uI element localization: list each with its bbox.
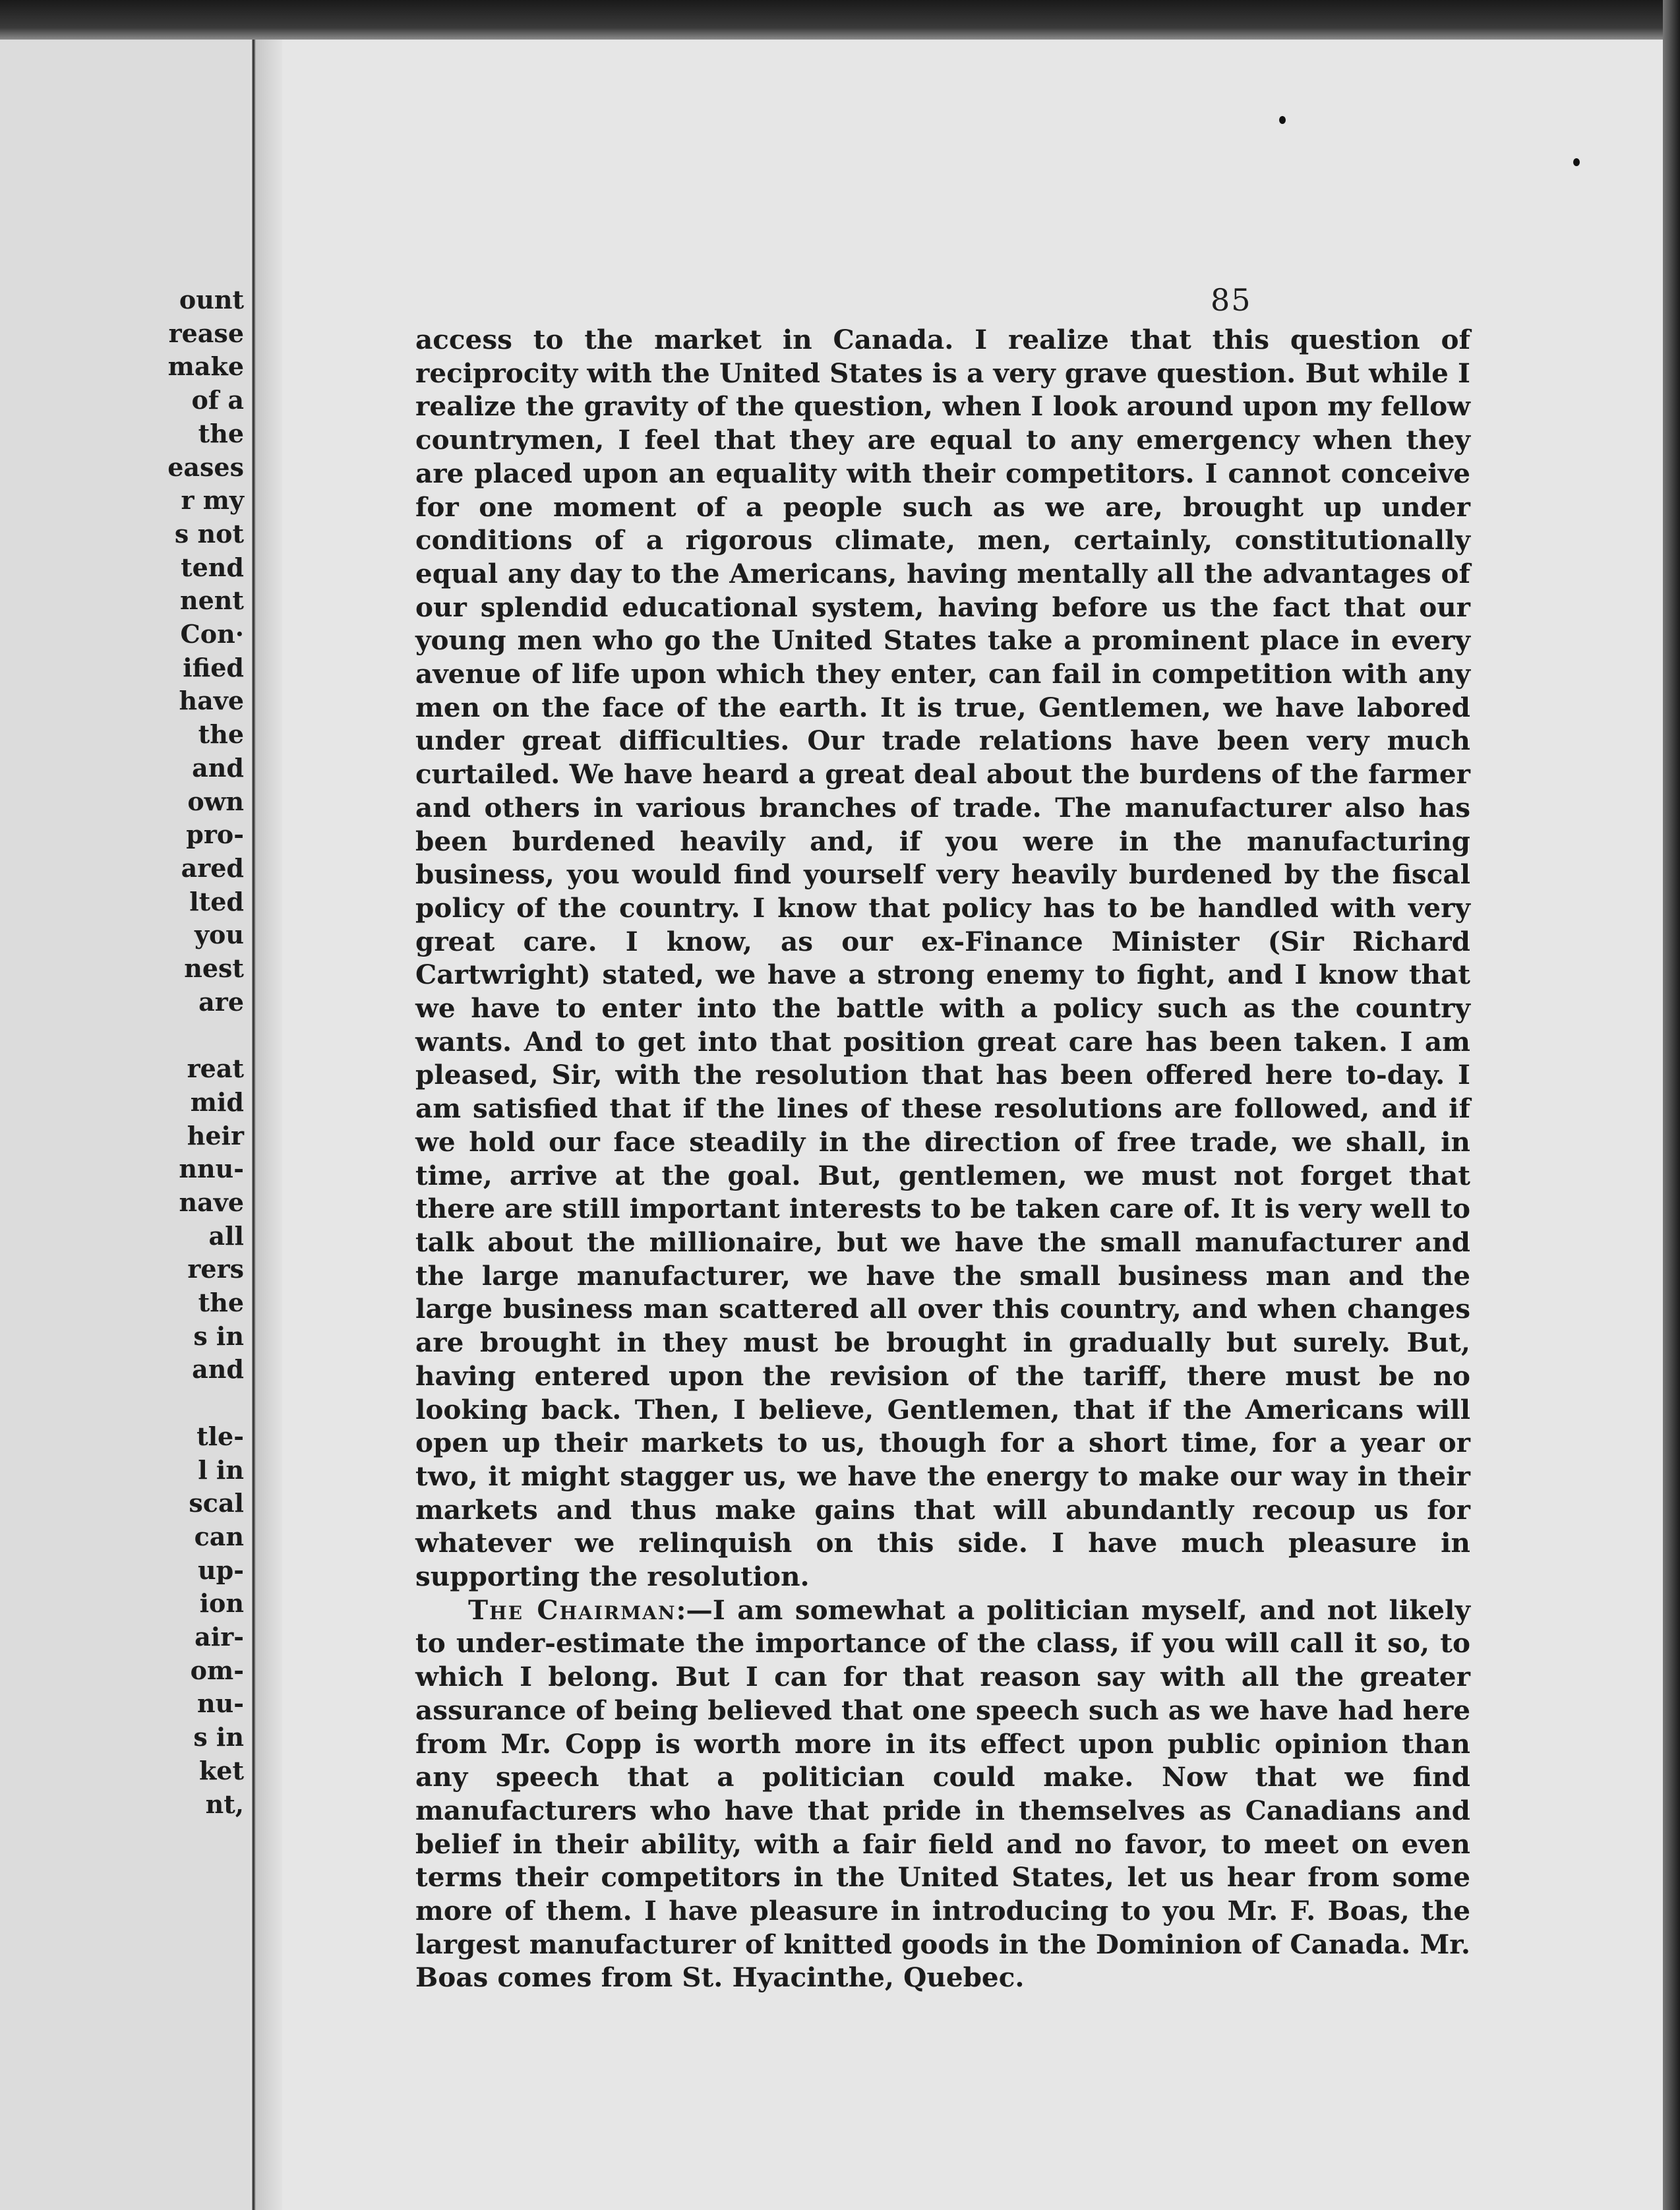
- scan-border-top: [0, 0, 1680, 40]
- facing-line-fragment: scal: [189, 1488, 244, 1518]
- facing-line-fragment: nu-: [196, 1688, 244, 1719]
- facing-line-fragment: ared: [181, 852, 244, 883]
- facing-line-fragment: make: [167, 351, 244, 382]
- facing-line-fragment: nent: [180, 585, 244, 616]
- facing-line-fragment: eases: [167, 452, 244, 482]
- facing-line-fragment: and: [192, 1354, 244, 1385]
- facing-line-fragment: ion: [199, 1588, 244, 1619]
- facing-line-fragment: pro-: [186, 820, 244, 850]
- facing-line-fragment: the: [198, 418, 244, 448]
- facing-line-fragment: and: [192, 752, 244, 783]
- facing-line-fragment: reat: [187, 1054, 244, 1084]
- facing-line-fragment: the: [198, 719, 244, 750]
- facing-line-fragment: ount: [179, 285, 244, 314]
- facing-line-fragment: rers: [187, 1254, 244, 1284]
- facing-line-fragment: om-: [190, 1655, 244, 1685]
- paragraph: [415, 1594, 1470, 1994]
- facing-line-fragment: up-: [198, 1555, 244, 1585]
- facing-line-fragment: rease: [168, 318, 244, 348]
- facing-line-fragment: tend: [181, 552, 244, 582]
- facing-line-fragment: are: [198, 986, 244, 1017]
- facing-line-fragment: Con·: [180, 619, 244, 649]
- facing-line-fragment: s in: [193, 1321, 244, 1351]
- body-text: [415, 323, 1470, 1994]
- facing-line-fragment: the: [198, 1288, 244, 1317]
- scan-speck: [1573, 158, 1580, 166]
- facing-line-fragment: l in: [198, 1454, 244, 1485]
- facing-line-fragment: lted: [189, 886, 244, 916]
- facing-line-fragment: nnu-: [179, 1154, 244, 1184]
- scan-speck: [1279, 116, 1286, 124]
- facing-line-fragment: mid: [190, 1087, 244, 1117]
- paragraph: access to the market in Canada. I realize that this question of reciprocity with the United States is a very grave question. But while I realize the gravity of the question, when I look around upon my fellow countrymen, I feel that they are equal to any emergency when they are placed upon an equality with their competitors. I cannot conceive for one moment of a people such as we are, brought up under conditions of a rigorous climate, men, certainly, constitutionally equal any day to the Americans, having mentally all the advantages of our splendid educational system, having before us the fact that our young men who go the United States take a prominent place in every avenue of life upon which they enter, can fail in competition with any men on the face of the earth. It is true, Gentlemen, we have labored under great difficulties. Our trade relations have been very much curtailed. We have heard a great deal about the burdens of the farmer and others in various branches of trade. The manufacturer also has been burdened heavily and, if you were in the manufacturing business, you would find yourself very heavily burdened by the fiscal policy of the country. I know that policy has to be handled with very great care. I know, as our ex-Finance Minister (Sir Richard Cartwright) stated, we have a strong enemy to fight, and I know that we have to enter into the battle with a policy such as the country wants. And to get into that position great care has been taken. I am pleased, Sir, with the resolution that has been offered here to-day. I am satisfied that if the lines of these resolutions are followed, and if we hold our face steadily in the direction of free trade, we shall, in time, arrive at the goal. But, gentlemen, we must not forget that there are still important interests to be taken care of. It is very well to talk about the millionaire, but we have the small manufacturer and the large manufacturer, we have the small business man and the large business man scattered all over this country, and when changes are brought in they must be brought in gradually but surely. But, having entered upon the revision of the tariff, there must be no looking back. Then, I believe, Gentlemen, that if the Americans will open up their markets to us, though for a short time, for a year or two, it might stagger us, we have the energy to make our way in their markets and thus make gains that will abundantly recoup us for whatever we relinquish on this side. I have much pleasure in supporting the resolution.: [415, 324, 1470, 1593]
- facing-line-fragment: nt,: [205, 1789, 244, 1819]
- facing-line-fragment: air-: [195, 1622, 244, 1652]
- gutter-shadow: [256, 40, 282, 2210]
- facing-line-fragment: s not: [174, 518, 244, 549]
- facing-line-fragment: can: [194, 1521, 244, 1551]
- facing-line-fragment: ified: [183, 652, 244, 682]
- facing-line-fragment: nest: [184, 953, 244, 983]
- page-number: 85: [1211, 282, 1252, 318]
- speaker-name: The Chairman: [468, 1594, 676, 1626]
- facing-line-fragment: ket: [198, 1755, 244, 1785]
- facing-line-fragment: r my: [181, 485, 244, 516]
- facing-line-fragment: heir: [187, 1120, 244, 1150]
- facing-line-fragment: s in: [193, 1722, 244, 1752]
- scan-border-right: [1663, 0, 1680, 2210]
- facing-line-fragment: nave: [179, 1187, 244, 1217]
- facing-line-fragment: have: [179, 686, 244, 716]
- facing-line-fragment: all: [208, 1220, 244, 1251]
- facing-page-fragment: [0, 40, 251, 2210]
- speech-text: :—I am somewhat a politician myself, and not likely to under-estimate the importance of the class, if you will call it so, to which I belong. But I can for that reason say with all the greater assurance of being believed that one speech such as we have had here from Mr. Copp is worth more in its effect upon public opinion than any speech that a politician could make. Now that we find manufacturers who have that pride in themselves as Canadians and belief in their ability, with a fair field and no favor, to meet on even terms their competitors in the United States, let us hear from some more of them. I have pleasure in introducing to you Mr. F. Boas, the largest manufacturer of knitted goods in the Dominion of Canada. Mr. Boas comes from St. Hyacinthe, Quebec.: [415, 1594, 1470, 1994]
- facing-line-fragment: of a: [191, 385, 244, 415]
- facing-line-fragment: own: [187, 786, 244, 816]
- facing-line-fragment: you: [194, 920, 244, 950]
- facing-line-fragment: tle-: [196, 1421, 244, 1451]
